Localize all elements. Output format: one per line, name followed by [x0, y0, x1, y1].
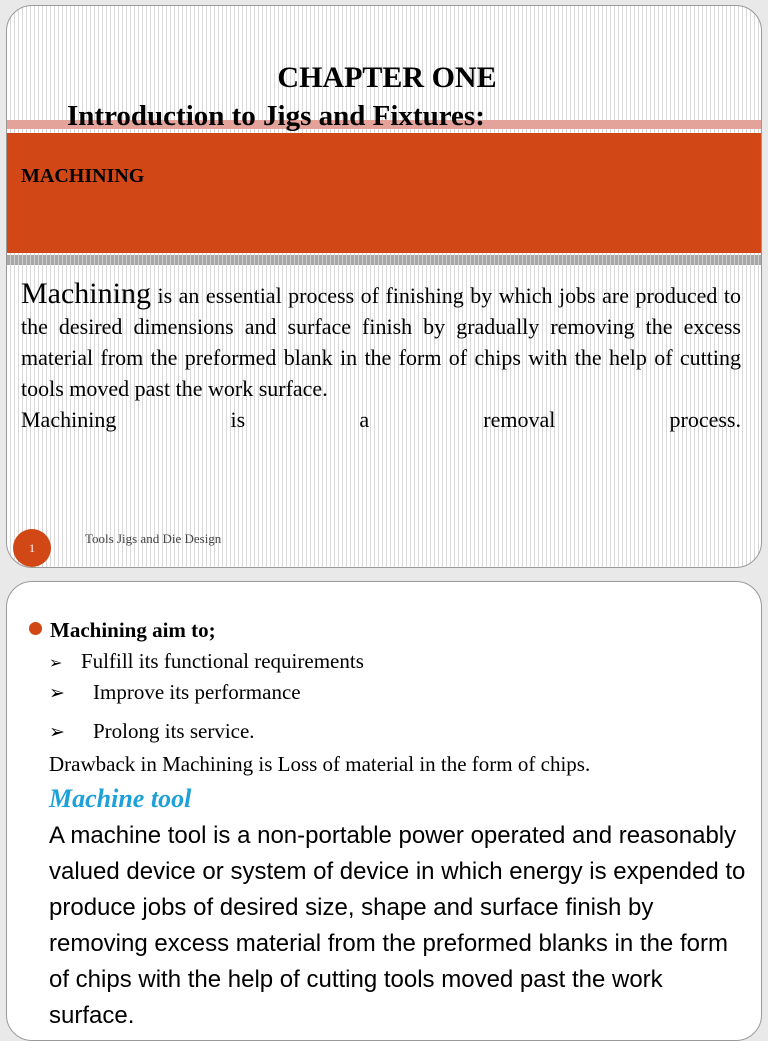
- bullet-heading-text: Machining aim to;: [50, 618, 216, 642]
- last-line-word: a: [359, 407, 370, 432]
- bullet-dot-icon: [29, 622, 42, 635]
- drawback-text: Drawback in Machining is Loss of material in the form of chips.: [49, 752, 591, 776]
- last-line-word: process.: [669, 407, 741, 432]
- paragraph-text: is an essential process of finishing by which jobs are produced to the desired dimensions and surface finish by gradually removing the excess material from the preformed blank in the form of chips with the help of cutting tools moved past the work surface.: [21, 283, 741, 401]
- last-line-word: removal: [483, 407, 556, 432]
- bullet-heading: [29, 618, 216, 643]
- title-band: [7, 133, 761, 253]
- slide-1: [6, 5, 762, 568]
- arrow-bullet-icon: ➢: [49, 683, 65, 704]
- sub-bullet-text: Fulfill its functional requirements: [81, 649, 364, 673]
- arrow-bullet-icon: ➢: [49, 655, 63, 672]
- section-label: MACHINING: [21, 165, 145, 187]
- sub-bullet: [49, 680, 301, 705]
- sub-bullet: [49, 649, 364, 674]
- last-line-word: is: [230, 407, 246, 432]
- sub-bullet: [49, 719, 255, 744]
- sub-bullet-text: Prolong its service.: [93, 719, 255, 743]
- arrow-bullet-icon: ➢: [49, 722, 65, 743]
- slide-2: [6, 581, 762, 1041]
- paragraph-lead-word: Machining: [21, 277, 151, 310]
- intro-paragraph: [21, 278, 741, 435]
- machine-tool-heading: Machine tool: [49, 784, 192, 813]
- paragraph-last-line: [21, 404, 741, 435]
- chapter-heading: CHAPTER ONE: [277, 61, 497, 94]
- slide-footer: Tools Jigs and Die Design: [85, 531, 222, 546]
- page-number-badge: 1: [13, 529, 51, 567]
- sub-bullet-text: Improve its performance: [93, 680, 301, 704]
- last-line-word: Machining: [21, 407, 117, 432]
- machine-tool-paragraph: A machine tool is a non-portable power operated and reasonably valued device or system of device in which energy is expended to produce jobs of desired size, shape and surface finish by removing excess material from the preformed blanks in the form of chips with the help of cutting tools moved past the work surface.: [49, 822, 746, 1029]
- slide-title: Introduction to Jigs and Fixtures:: [67, 100, 485, 132]
- grey-rule: [7, 255, 761, 265]
